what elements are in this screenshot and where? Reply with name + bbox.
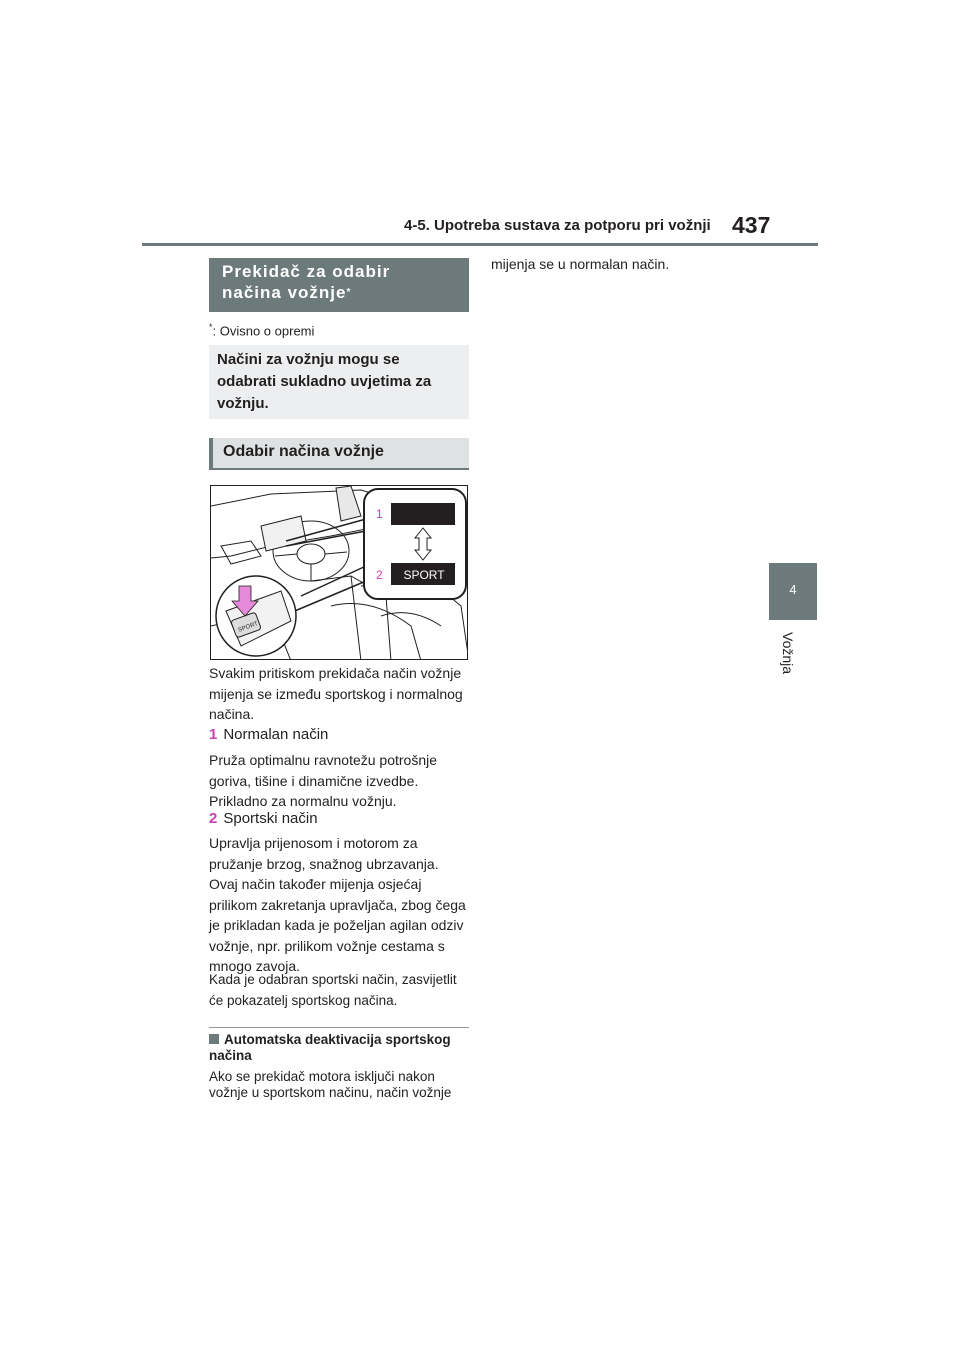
mode-heading-sport <box>209 810 318 827</box>
subsection-heading: Odabir načina vožnje <box>209 438 469 470</box>
footnote-asterisk: * <box>209 322 213 332</box>
mode-number-1: 1 <box>209 726 218 743</box>
section-title-line1: Prekidač za odabir <box>222 262 391 281</box>
subsection-rule <box>209 1027 469 1028</box>
section-title-line2 <box>222 282 469 303</box>
auto-deactivation-title-text: Automatska deaktivacija sportskog načina <box>209 1032 451 1063</box>
auto-deactivation-continuation: mijenja se u normalan način. <box>491 256 670 272</box>
mode-number-2: 2 <box>209 810 218 827</box>
paragraph-sport-indicator: Kada je odabran sportski način, zasvijetlit će pokazatelj sportskog načina. <box>209 972 457 1008</box>
sport-indicator-label: SPORT <box>403 568 445 582</box>
paragraph-normal-mode: Pruža optimalnu ravnotežu potrošnje goriva, tišine i dinamične izvedbe. Prikladno za normalnu vožnju. <box>209 752 438 809</box>
footnote <box>209 322 314 338</box>
footnote-text: : Ovisno o opremi <box>212 323 315 339</box>
mode-title-normal: Normalan način <box>223 726 329 743</box>
chapter-label: Vožnja <box>780 632 796 675</box>
paragraph-sport-mode: Upravlja prijenosom i motorom za pružanje brzog, snažnog ubrzavanja. Ovaj način također mijenja osjećaj prilikom zakretanja upravljača, zbog čega je prikladan kada je poželjan agilan odziv vožnje, npr. prilikom vožnje cestama s mnogo zavoja. <box>209 835 466 974</box>
page-number: 437 <box>732 212 771 238</box>
running-header: 4-5. Upotreba sustava za potporu pri vožnji <box>404 217 711 234</box>
intro-box: Načini za vožnju mogu se odabrati sukladno uvjetima za vožnju. <box>209 345 469 419</box>
dashboard-illustration <box>210 485 468 660</box>
dashboard-drawing <box>211 486 468 660</box>
figure-callout-1: 1 <box>376 507 383 521</box>
mode-heading-normal <box>209 726 328 743</box>
paragraph-intro: Svakim pritiskom prekidača način vožnje mijenja se između sportskog i normalnog načina. <box>209 665 463 722</box>
mode-title-sport: Sportski način <box>223 810 318 827</box>
figure-callout-2: 2 <box>376 568 383 582</box>
sport-button-label: SPORT <box>237 621 259 634</box>
section-title-line2-text: načina vožnje <box>222 283 347 302</box>
chapter-number: 4 <box>789 582 797 597</box>
auto-deactivation-text: Ako se prekidač motora isključi nakon vožnje u sportskom načinu, način vožnje <box>209 1069 452 1100</box>
section-title <box>209 258 469 312</box>
square-bullet-icon <box>209 1034 219 1044</box>
header-rule <box>142 243 818 246</box>
auto-deactivation-title <box>209 1032 471 1064</box>
section-title-asterisk: * <box>346 287 352 298</box>
